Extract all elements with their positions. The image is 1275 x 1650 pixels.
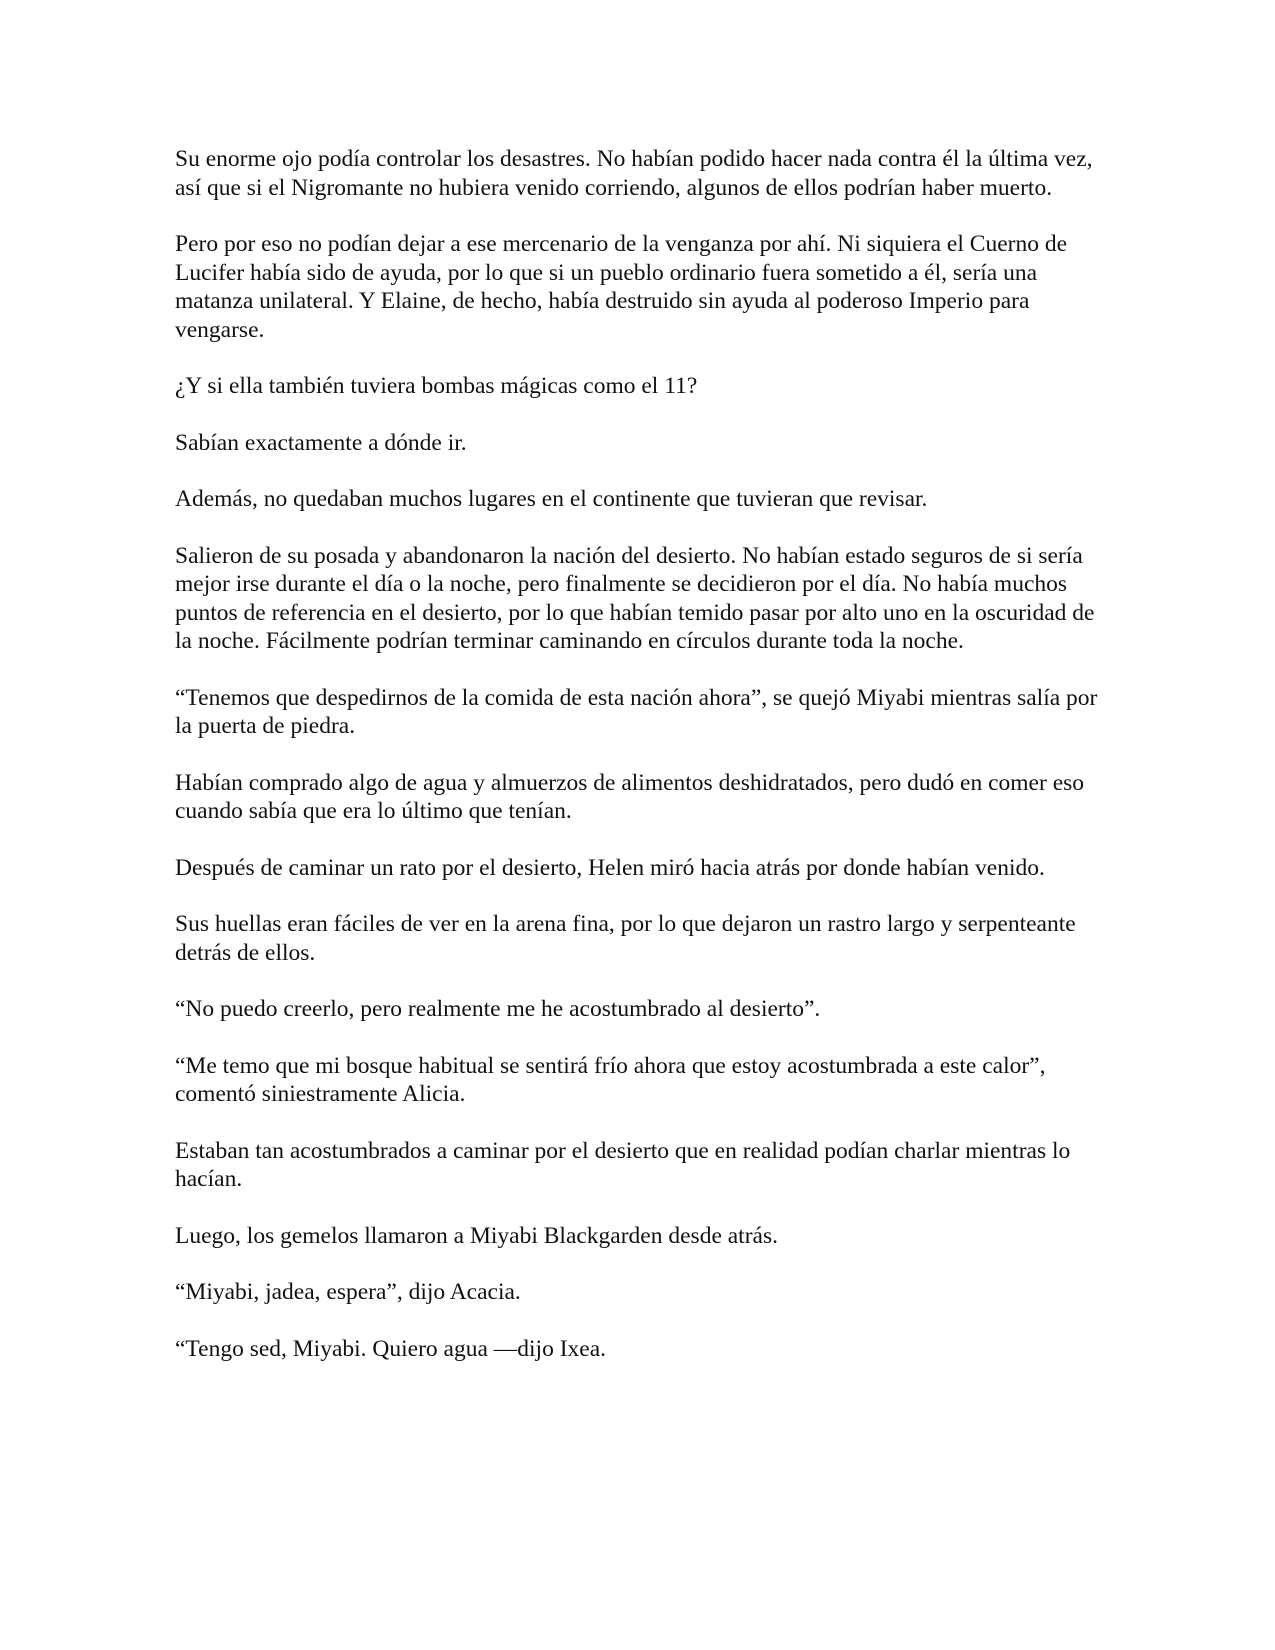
paragraph-6: Salieron de su posada y abandonaron la nación del desierto. No habían estado seguros de si sería mejor irse durante el día o la noche, pero finalmente se decidieron por el día. No había muchos puntos de referencia en el desierto, por lo que habían temido pasar por alto uno en la oscuridad de la noche. Fácilmente podrían terminar caminando en círculos durante toda la noche.: [175, 542, 1095, 654]
paragraph-4: Sabían exactamente a dónde ir.: [175, 429, 467, 456]
paragraph-9: Después de caminar un rato por el desierto, Helen miró hacia atrás por donde habían venido.: [175, 854, 1045, 881]
paragraph-13: Estaban tan acostumbrados a caminar por el desierto que en realidad podían charlar mientras lo hacían.: [175, 1137, 1071, 1192]
paragraph-16: “Tengo sed, Miyabi. Quiero agua —dijo Ixea.: [175, 1335, 607, 1362]
paragraph-15: “Miyabi, jadea, espera”, dijo Acacia.: [175, 1279, 521, 1305]
paragraph-10: Sus huellas eran fáciles de ver en la arena fina, por lo que dejaron un rastro largo y serpenteante detrás de ellos.: [175, 911, 1076, 966]
paragraph-8: Habían comprado algo de agua y almuerzos de alimentos deshidratados, pero dudó en comer eso cuando sabía que era lo último que tenían.: [175, 769, 1085, 824]
paragraph-1: Su enorme ojo podía controlar los desastres. No habían podido hacer nada contra él la última vez, así que si el Nigromante no hubiera venido corriendo, algunos de ellos podrían haber muerto.: [175, 146, 1093, 201]
paragraph-11: “No puedo creerlo, pero realmente me he acostumbrado al desierto”.: [175, 996, 821, 1022]
paragraph-2: Pero por eso no podían dejar a ese mercenario de la venganza por ahí. Ni siquiera el Cuerno de Lucifer había sido de ayuda, por lo que si un pueblo ordinario fuera sometido a él, sería una matanza unilateral. Y Elaine, de hecho, había destruido sin ayuda al poderoso Imperio para vengarse.: [175, 231, 1068, 343]
document-body: [175, 145, 1105, 1391]
paragraph-14: Luego, los gemelos llamaron a Miyabi Blackgarden desde atrás.: [175, 1222, 778, 1249]
paragraph-12: “Me temo que mi bosque habitual se sentirá frío ahora que estoy acostumbrada a este calor”, comentó siniestramente Alicia.: [175, 1052, 1046, 1107]
paragraph-3: ¿Y si ella también tuviera bombas mágicas como el 11?: [175, 373, 698, 399]
paragraph-5: Además, no quedaban muchos lugares en el continente que tuvieran que revisar.: [175, 486, 928, 512]
paragraph-7: “Tenemos que despedirnos de la comida de esta nación ahora”, se quejó Miyabi mientras salía por la puerta de piedra.: [175, 684, 1098, 739]
